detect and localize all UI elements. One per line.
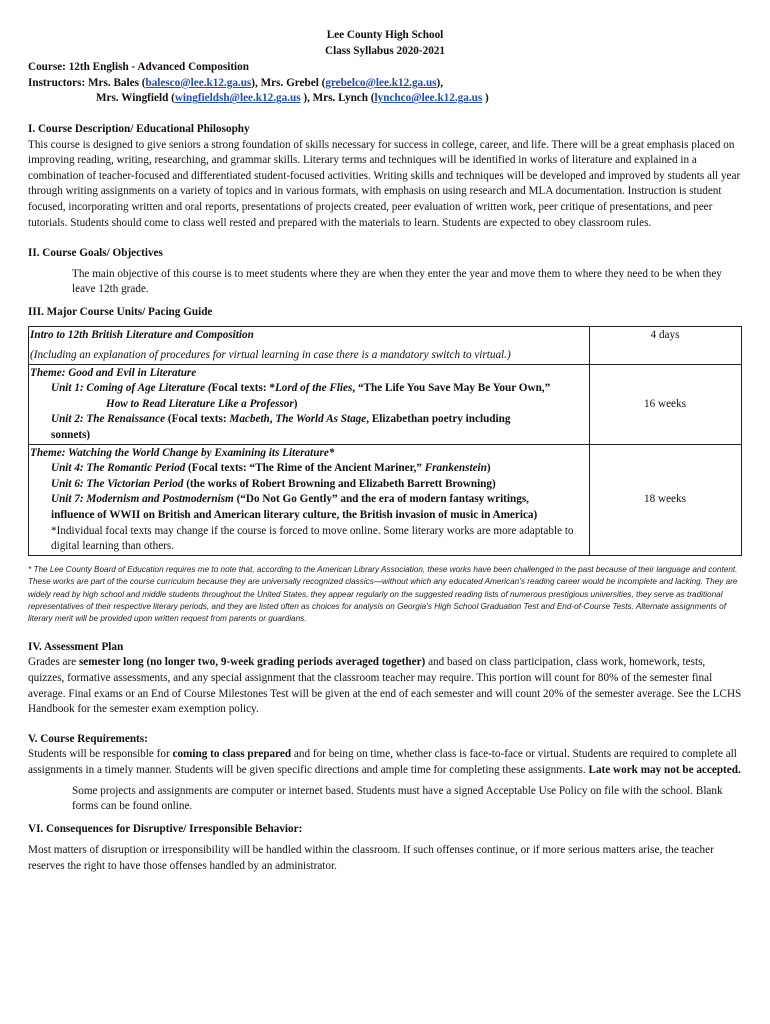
instructors-line: Instructors: Mrs. Bales (balesco@lee.k12.ga.us), Mrs. Grebel (grebelco@lee.k12.ga.us), xyxy=(28,76,444,89)
unit-6: Unit 6: The Victorian Period (the works of Robert Browning and Elizabeth Barrett Browning) xyxy=(51,477,496,490)
section-description-heading: I. Course Description/ Educational Philosophy xyxy=(28,122,250,135)
duration-world-change: 18 weeks xyxy=(644,493,686,506)
duration-cell xyxy=(590,444,742,555)
unit-cell xyxy=(29,364,590,444)
intro-note: (Including an explanation of procedures for virtual learning in case there is a mandatory switch to virtual.) xyxy=(30,349,511,362)
unit-4: Unit 4: The Romantic Period (Focal texts: “The Rime of the Ancient Mariner,” Frankenstein) xyxy=(51,462,491,475)
duration-good-evil: 16 weeks xyxy=(644,397,686,410)
unit-cell xyxy=(29,444,590,555)
section-goals-body: The main objective of this course is to meet students where they are when they enter the year and move them to where they need to be when they leave 12th grade. xyxy=(72,267,722,296)
instructors-label: Instructors: xyxy=(28,76,86,89)
section-requirements-heading: V. Course Requirements: xyxy=(28,732,148,745)
duration-cell xyxy=(590,326,742,364)
section-units-heading: III. Major Course Units/ Pacing Guide xyxy=(28,305,213,318)
table-row xyxy=(29,364,742,444)
email-link-bales[interactable]: balesco@lee.k12.ga.us xyxy=(145,76,252,89)
ala-footnote: * The Lee County Board of Education requires me to note that, according to the American Library Association, these works have been challenged in the past because of their language and content. These works are part of the course curriculum because they are universally recognized classics—without which any educated American’s reading career would be incomplete and lacking. They are widely read by high school and middle students throughout the United States, they appear regularly on the suggested reading lists of numerous prestigious universities, they serve as traditional representatives of their respective literary periods, and they are listed often as choices for analysis on Georgia’s High School Graduation Test and End-of-Course Tests. Alternate assignments of literary merit will be provided upon written request from parents or guardians. xyxy=(28,564,738,624)
unit-7-cont: influence of WWII on British and American literary culture, the British invasion of music in America) xyxy=(51,509,538,522)
syllabus-page xyxy=(28,28,742,875)
unit-cell xyxy=(29,326,590,364)
course-name: 12th English - Advanced Composition xyxy=(68,61,249,74)
unit-1: Unit 1: Coming of Age Literature (Focal texts: *Lord of the Flies, “The Life You Save May Be Your Own,” xyxy=(51,382,551,395)
unit-2: Unit 2: The Renaissance (Focal texts: Macbeth, The World As Stage, Elizabethan poetry including xyxy=(51,413,511,426)
duration-intro: 4 days xyxy=(650,328,680,341)
section-consequences-heading: VI. Consequences for Disruptive/ Irresponsible Behavior: xyxy=(28,822,303,835)
unit-7: Unit 7: Modernism and Postmodernism (“Do Not Go Gently” and the era of modern fantasy writings, xyxy=(51,493,529,506)
email-link-wingfield[interactable]: wingfieldsh@lee.k12.ga.us xyxy=(174,92,301,105)
unit-1-cont: How to Read Literature Like a Professor) xyxy=(106,397,298,410)
table-row xyxy=(29,326,742,364)
pacing-guide-table xyxy=(28,326,742,556)
section-consequences-body: Most matters of disruption or irresponsibility will be handled within the classroom. If such offenses continue, or if more serious matters arise, the teacher reserves the right to have those offenses handled by an administrator. xyxy=(28,844,714,872)
course-line xyxy=(28,60,742,76)
section-requirements-para2: Some projects and assignments are computer or internet based. Students must have a signed Acceptable Use Policy on file with the school. Blank forms can be found online. xyxy=(72,784,723,813)
email-link-lynch[interactable]: lynchco@lee.k12.ga.us xyxy=(374,92,483,105)
theme-good-evil: Theme: Good and Evil in Literature xyxy=(30,366,197,379)
instructors-line-2: Mrs. Wingfield (wingfieldsh@lee.k12.ga.us ), Mrs. Lynch (lynchco@lee.k12.ga.us ) xyxy=(96,92,489,105)
section-description-body: This course is designed to give seniors a strong foundation of skills necessary for success in college, career, and life. There will be a great emphasis placed on improving reading, writing, researching, and grammar skills. Literary terms and techniques will be identified in works of literature and explained in a combination of teacher-focused and differentiated student-focused activities. Writing skills and techniques will be developed and improved by students all year through writing assignments on a variety of topics and in various formats, with emphasis on using research and MLA documentation. Instruction is student focused, incorporating written and oral reports, presentations of projects created, peer evaluation of written work, peer critique of presentations, and peer tutorials. Students should come to class well rested and prepared with the materials to learn. Students are expected to obey classroom rules. xyxy=(28,138,741,229)
section-requirements-body: Students will be responsible for coming to class prepared and for being on time, whether class is face-to-face or virtual. Students are required to complete all assignments in a timely manner. Students will be given specific directions and ample time for completing these assignments. Late work may not be accepted. xyxy=(28,748,741,776)
section-assessment-heading: IV. Assessment Plan xyxy=(28,640,124,653)
table-row xyxy=(29,444,742,555)
duration-cell xyxy=(590,364,742,444)
email-link-grebel[interactable]: grebelco@lee.k12.ga.us xyxy=(325,76,437,89)
online-note: *Individual focal texts may change if the course is forced to move online. Some literary works are more adaptable to digital learning than others. xyxy=(51,524,574,553)
unit-2-cont: sonnets) xyxy=(51,429,91,442)
course-label: Course: xyxy=(28,61,66,74)
syllabus-title: Class Syllabus 2020-2021 xyxy=(325,44,445,57)
section-goals-heading: II. Course Goals/ Objectives xyxy=(28,247,163,260)
theme-world-change: Theme: Watching the World Change by Examining its Literature* xyxy=(30,446,335,459)
section-assessment-body: Grades are semester long (no longer two, 9-week grading periods averaged together) and based on class participation, class work, homework, tests, quizzes, formative assessments, and any special assignment that the classroom teacher may require. This portion will count for 80% of the semester final average. Final exams or an End of Course Milestones Test will be given at the end of each semester and will count 20% of the semester average. See the LCHS Handbook for the semester exam exemption policy. xyxy=(28,656,742,716)
school-name: Lee County High School xyxy=(326,29,444,41)
intro-title: Intro to 12th British Literature and Composition xyxy=(30,328,254,341)
